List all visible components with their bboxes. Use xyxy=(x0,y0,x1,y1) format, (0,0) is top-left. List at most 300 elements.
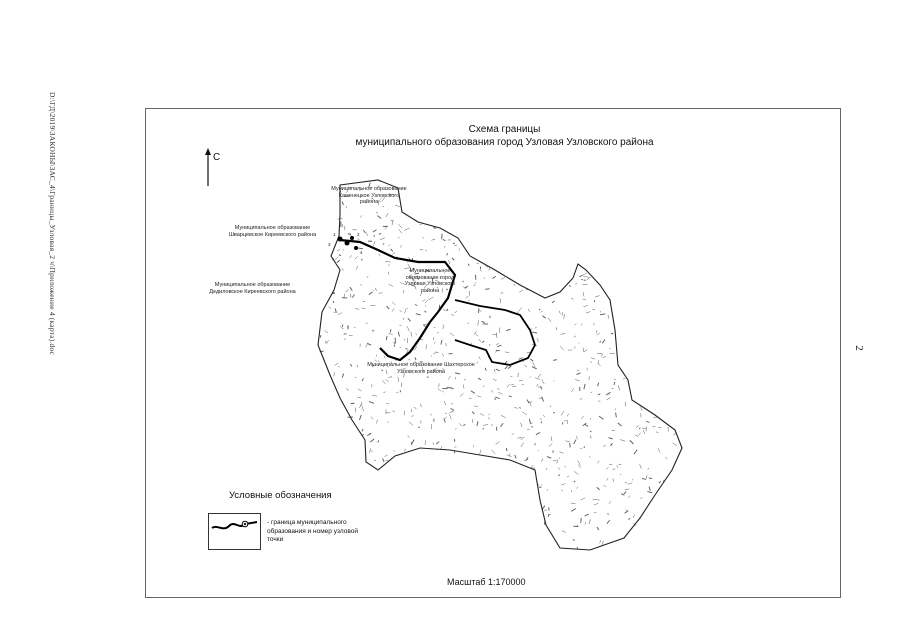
terrain-mark xyxy=(608,513,609,514)
terrain-mark xyxy=(573,539,575,540)
terrain-mark xyxy=(337,260,340,262)
terrain-mark xyxy=(524,365,527,367)
terrain-mark xyxy=(387,306,390,309)
terrain-mark xyxy=(597,487,600,489)
terrain-mark xyxy=(382,380,385,384)
terrain-mark xyxy=(609,438,613,439)
terrain-mark xyxy=(362,378,363,381)
terrain-mark xyxy=(342,374,344,378)
boundary-point-markers xyxy=(338,236,359,250)
terrain-mark xyxy=(388,377,391,378)
terrain-mark xyxy=(583,276,586,277)
terrain-mark xyxy=(620,440,625,442)
terrain-mark xyxy=(565,466,566,467)
terrain-mark xyxy=(468,300,469,301)
terrain-mark xyxy=(485,368,486,371)
terrain-mark xyxy=(405,349,407,350)
terrain-mark xyxy=(559,457,560,458)
terrain-mark xyxy=(574,471,578,474)
terrain-mark xyxy=(597,461,599,463)
terrain-mark xyxy=(416,314,421,315)
terrain-mark xyxy=(371,417,373,420)
terrain-mark xyxy=(395,205,400,206)
terrain-mark xyxy=(420,249,423,250)
terrain-mark xyxy=(593,499,598,500)
terrain-mark xyxy=(614,379,616,380)
boundary-point-label: 4 xyxy=(360,250,363,255)
terrain-mark xyxy=(366,232,368,236)
terrain-mark xyxy=(637,433,640,437)
terrain-mark xyxy=(448,376,451,380)
terrain-mark xyxy=(483,386,485,387)
terrain-mark xyxy=(551,436,552,441)
terrain-mark xyxy=(586,312,590,314)
terrain-mark xyxy=(529,419,530,424)
terrain-mark xyxy=(532,367,537,369)
terrain-mark xyxy=(335,309,336,312)
terrain-mark xyxy=(496,351,497,353)
terrain-mark xyxy=(497,345,501,347)
terrain-mark xyxy=(415,357,416,360)
terrain-mark xyxy=(535,327,537,328)
terrain-mark xyxy=(522,412,526,415)
terrain-mark xyxy=(567,414,569,417)
terrain-mark xyxy=(346,388,348,391)
terrain-mark xyxy=(553,360,557,361)
terrain-mark xyxy=(411,442,412,445)
terrain-mark xyxy=(585,522,586,525)
terrain-mark xyxy=(489,344,490,346)
terrain-mark xyxy=(478,378,481,380)
terrain-mark xyxy=(416,333,417,335)
terrain-mark xyxy=(540,419,542,420)
uzlovaya-boundary xyxy=(340,240,455,360)
terrain-mark xyxy=(444,418,445,422)
terrain-mark xyxy=(561,489,562,491)
terrain-mark xyxy=(425,250,427,252)
terrain-mark xyxy=(480,450,481,454)
terrain-mark xyxy=(363,230,365,233)
terrain-mark xyxy=(630,440,633,444)
terrain-mark xyxy=(547,457,551,459)
terrain-mark xyxy=(392,302,395,305)
terrain-mark xyxy=(422,237,424,238)
terrain-mark xyxy=(659,481,661,483)
terrain-mark xyxy=(548,514,549,517)
terrain-mark xyxy=(356,266,357,270)
terrain-mark xyxy=(603,445,606,446)
terrain-mark xyxy=(407,435,409,437)
terrain-mark xyxy=(562,531,566,533)
terrain-mark xyxy=(584,446,585,448)
terrain-mark xyxy=(647,492,652,493)
terrain-mark xyxy=(548,318,551,322)
terrain-mark xyxy=(379,254,381,257)
boundary-point-label: 1 xyxy=(333,232,336,237)
terrain-mark xyxy=(393,450,394,451)
boundary-point-label: 3 xyxy=(328,242,331,247)
neighbor-label-dedilovskoe: Муниципальное образование Дедиловское Киреевского района xyxy=(209,282,296,295)
terrain-mark xyxy=(501,278,505,280)
terrain-mark xyxy=(383,243,384,244)
terrain-mark xyxy=(584,384,585,389)
terrain-mark xyxy=(658,448,660,452)
terrain-mark xyxy=(514,408,517,409)
terrain-mark xyxy=(656,432,658,433)
terrain-mark xyxy=(602,340,605,344)
terrain-mark xyxy=(403,318,404,320)
terrain-mark xyxy=(392,252,395,254)
terrain-mark xyxy=(531,423,533,424)
terrain-mark xyxy=(434,327,436,328)
terrain-mark xyxy=(366,323,368,325)
terrain-mark xyxy=(374,235,375,237)
terrain-mark xyxy=(464,379,466,380)
terrain-mark xyxy=(598,363,601,366)
terrain-mark xyxy=(445,413,447,414)
terrain-mark xyxy=(411,409,412,412)
terrain-mark xyxy=(388,264,389,266)
terrain-mark xyxy=(471,391,475,394)
terrain-mark xyxy=(507,384,510,387)
terrain-mark xyxy=(576,373,580,375)
terrain-mark xyxy=(530,401,533,403)
terrain-mark xyxy=(473,285,475,286)
terrain-mark xyxy=(398,377,399,382)
terrain-mark xyxy=(386,213,388,217)
terrain-mark xyxy=(361,259,362,260)
terrain-mark xyxy=(600,540,601,543)
terrain-mark xyxy=(450,333,454,336)
terrain-mark xyxy=(571,388,574,392)
terrain-mark xyxy=(587,368,588,371)
terrain-mark xyxy=(384,455,387,457)
terrain-mark xyxy=(640,497,642,498)
terrain-mark xyxy=(649,487,650,491)
terrain-mark xyxy=(386,336,387,340)
terrain-mark xyxy=(547,489,548,491)
north-label: С xyxy=(213,152,221,163)
terrain-mark xyxy=(538,450,539,451)
terrain-mark xyxy=(389,284,393,286)
terrain-mark xyxy=(442,354,444,357)
terrain-mark xyxy=(378,440,379,442)
terrain-mark xyxy=(355,309,359,310)
terrain-mark xyxy=(520,407,521,408)
terrain-mark xyxy=(580,448,582,449)
terrain-mark xyxy=(386,379,389,382)
terrain-mark xyxy=(471,343,472,345)
terrain-mark xyxy=(338,313,342,315)
terrain-mark xyxy=(492,450,496,454)
terrain-mark xyxy=(488,414,489,415)
terrain-mark xyxy=(380,238,385,240)
terrain-mark xyxy=(578,465,581,468)
terrain-mark xyxy=(575,324,577,325)
terrain-mark xyxy=(408,318,411,321)
terrain-mark xyxy=(443,326,444,329)
legend-symbol-box xyxy=(208,513,261,550)
terrain-mark xyxy=(448,260,449,264)
terrain-mark xyxy=(633,514,634,517)
terrain-mark xyxy=(576,283,577,285)
terrain-mark xyxy=(567,420,568,424)
terrain-mark xyxy=(636,425,639,427)
terrain-mark xyxy=(549,444,552,447)
terrain-mark xyxy=(463,425,465,426)
terrain-mark xyxy=(559,311,560,314)
terrain-mark xyxy=(560,346,563,350)
terrain-mark xyxy=(528,309,530,312)
terrain-mark xyxy=(376,355,377,357)
terrain-mark xyxy=(646,421,649,422)
terrain-mark xyxy=(574,347,576,349)
terrain-mark xyxy=(581,323,582,325)
terrain-mark xyxy=(467,323,469,324)
terrain-mark xyxy=(450,387,453,388)
terrain-mark xyxy=(443,239,446,240)
terrain-mark xyxy=(342,224,343,227)
terrain-mark xyxy=(609,501,611,504)
terrain-mark xyxy=(437,333,439,334)
neighbor-label-shahterskoe: Муниципальное образование Шахтерское Узловского района xyxy=(367,362,475,375)
terrain-mark xyxy=(480,270,482,272)
terrain-mark xyxy=(396,392,398,393)
terrain-mark xyxy=(539,309,540,310)
boundary-point-label: 2 xyxy=(357,232,360,237)
terrain-mark xyxy=(574,440,576,444)
terrain-mark xyxy=(598,383,599,387)
terrain-mark xyxy=(459,248,460,250)
terrain-mark xyxy=(521,443,524,447)
terrain-mark xyxy=(530,359,533,361)
terrain-mark xyxy=(506,448,507,451)
terrain-mark xyxy=(425,311,427,312)
terrain-mark xyxy=(367,343,371,345)
terrain-mark xyxy=(375,288,377,291)
terrain-mark xyxy=(542,397,544,402)
terrain-mark xyxy=(451,314,454,316)
terrain-mark xyxy=(466,296,469,298)
terrain-mark xyxy=(519,380,523,381)
terrain-mark xyxy=(411,416,413,417)
terrain-mark xyxy=(484,277,485,279)
terrain-mark xyxy=(628,483,632,484)
terrain-mark xyxy=(512,386,516,387)
terrain-mark xyxy=(483,425,488,426)
terrain-mark xyxy=(581,518,582,523)
terrain-mark xyxy=(357,365,358,367)
terrain-mark xyxy=(625,511,629,514)
terrain-mark xyxy=(617,465,618,467)
terrain-mark xyxy=(342,325,343,327)
terrain-mark xyxy=(459,423,462,426)
terrain-mark xyxy=(620,474,621,475)
terrain-mark xyxy=(498,392,502,394)
terrain-mark xyxy=(374,460,376,461)
terrain-mark xyxy=(673,433,676,435)
terrain-mark xyxy=(533,362,535,367)
terrain-mark xyxy=(447,387,451,388)
terrain-mark xyxy=(472,412,474,414)
terrain-mark xyxy=(451,403,453,404)
terrain-mark xyxy=(391,249,393,252)
terrain-mark xyxy=(537,384,539,387)
terrain-mark xyxy=(438,388,441,391)
terrain-mark xyxy=(598,394,600,395)
terrain-mark xyxy=(543,415,545,417)
terrain-mark xyxy=(598,499,599,501)
terrain-mark xyxy=(400,390,401,392)
terrain-mark xyxy=(643,430,645,434)
terrain-mark xyxy=(607,478,609,480)
terrain-mark xyxy=(445,417,447,419)
terrain-mark xyxy=(481,321,484,322)
terrain-mark xyxy=(367,276,368,278)
terrain-mark xyxy=(409,422,413,426)
terrain-mark xyxy=(587,276,590,277)
terrain-mark xyxy=(387,421,388,422)
terrain-mark xyxy=(550,406,551,408)
terrain-mark xyxy=(338,367,340,368)
terrain-mark xyxy=(570,443,571,447)
terrain-mark xyxy=(372,330,374,331)
terrain-mark xyxy=(479,356,481,359)
terrain-mark xyxy=(500,423,503,427)
terrain-mark xyxy=(519,290,523,293)
terrain-mark xyxy=(521,423,523,427)
terrain-mark xyxy=(455,429,456,430)
terrain-mark xyxy=(454,245,457,246)
terrain-mark xyxy=(553,380,554,381)
terrain-mark xyxy=(362,308,365,309)
terrain-mark xyxy=(357,239,359,240)
terrain-mark xyxy=(668,427,669,432)
terrain-mark xyxy=(577,487,578,489)
terrain-mark xyxy=(469,398,471,399)
terrain-mark xyxy=(442,391,444,392)
map-scale: Масштаб 1:170000 xyxy=(447,577,526,587)
terrain-mark xyxy=(414,407,417,409)
terrain-mark xyxy=(379,234,381,235)
area-label-uzlovaya: Муниципальное образование город Узловая Узловского района xyxy=(404,268,456,294)
terrain-mark xyxy=(583,348,584,352)
terrain-mark xyxy=(625,482,627,484)
terrain-mark xyxy=(358,248,363,249)
terrain-mark xyxy=(480,413,484,416)
terrain-mark xyxy=(344,338,346,340)
map-title-line-2: муниципального образования город Узловая Узловского района xyxy=(355,137,654,148)
terrain-mark xyxy=(406,308,407,309)
terrain-mark xyxy=(585,424,588,426)
terrain-mark xyxy=(431,356,432,357)
terrain-mark xyxy=(512,433,514,435)
terrain-mark xyxy=(489,268,490,271)
terrain-mark xyxy=(392,308,394,311)
terrain-mark xyxy=(339,255,341,256)
terrain-mark xyxy=(429,297,434,300)
terrain-mark xyxy=(373,290,374,291)
terrain-mark xyxy=(649,478,652,479)
terrain-mark xyxy=(514,284,515,286)
terrain-mark xyxy=(455,311,457,312)
terrain-mark xyxy=(335,257,339,261)
terrain-mark xyxy=(491,390,493,392)
terrain-mark xyxy=(574,481,575,482)
terrain-mark xyxy=(384,356,385,359)
terrain-mark xyxy=(346,206,347,208)
terrain-mark xyxy=(388,244,390,245)
terrain-mark xyxy=(474,406,478,407)
terrain-mark xyxy=(493,379,497,380)
terrain-mark xyxy=(581,416,583,419)
terrain-mark xyxy=(342,268,343,271)
terrain-mark xyxy=(433,352,437,354)
terrain-mark xyxy=(535,378,540,380)
terrain-mark xyxy=(616,413,617,418)
terrain-mark xyxy=(478,320,479,325)
terrain-mark xyxy=(383,458,385,462)
terrain-mark xyxy=(600,311,601,313)
terrain-mark xyxy=(626,510,627,512)
terrain-mark xyxy=(618,385,619,390)
terrain-mark xyxy=(453,243,455,244)
terrain-mark xyxy=(602,356,605,358)
terrain-mark xyxy=(443,324,445,326)
terrain-mark xyxy=(579,275,582,276)
terrain-mark xyxy=(360,215,362,217)
terrain-mark xyxy=(640,407,642,411)
terrain-mark xyxy=(468,264,469,266)
terrain-mark xyxy=(598,401,600,402)
terrain-mark xyxy=(329,307,332,309)
terrain-mark xyxy=(506,329,510,330)
terrain-mark xyxy=(411,332,412,337)
terrain-mark xyxy=(665,457,667,459)
terrain-mark xyxy=(370,439,374,442)
terrain-mark xyxy=(640,464,642,468)
terrain-mark xyxy=(463,385,464,389)
terrain-mark xyxy=(507,455,511,457)
terrain-mark xyxy=(425,305,426,306)
uzlovaya-boundary-east xyxy=(455,300,535,365)
terrain-mark xyxy=(377,216,381,219)
terrain-mark xyxy=(452,258,454,260)
terrain-mark xyxy=(447,253,448,255)
terrain-mark xyxy=(433,228,436,229)
terrain-mark xyxy=(511,384,514,385)
terrain-mark xyxy=(433,443,434,445)
terrain-mark xyxy=(496,441,500,444)
terrain-mark xyxy=(399,310,401,312)
terrain-mark xyxy=(609,464,612,465)
terrain-mark xyxy=(606,392,610,395)
terrain-mark xyxy=(436,442,439,445)
terrain-mark xyxy=(454,439,455,442)
terrain-mark xyxy=(373,230,377,232)
terrain-mark xyxy=(423,325,426,328)
terrain-mark xyxy=(509,396,512,397)
terrain-mark xyxy=(602,354,603,357)
terrain-mark xyxy=(349,255,352,257)
terrain-mark xyxy=(642,479,646,480)
terrain-mark xyxy=(405,309,406,313)
terrain-mark xyxy=(450,409,453,410)
terrain-mark xyxy=(444,401,446,405)
terrain-mark xyxy=(571,298,574,299)
terrain-mark xyxy=(561,484,565,485)
terrain-mark xyxy=(350,364,352,366)
